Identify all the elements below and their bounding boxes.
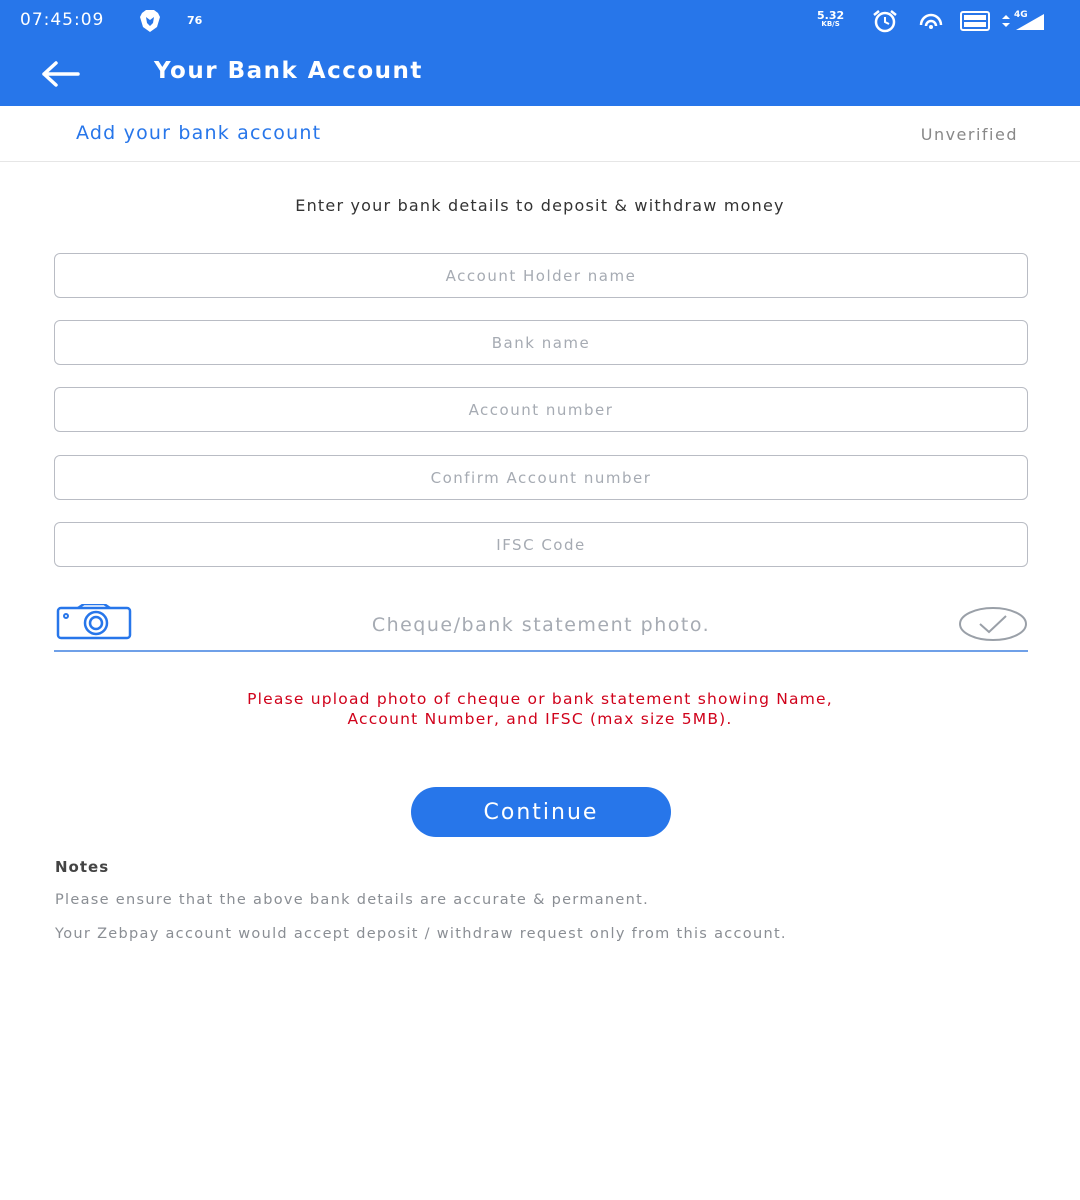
- volte-icon: [960, 11, 990, 31]
- account-holder-input[interactable]: [55, 254, 1027, 297]
- page-title: Your Bank Account: [154, 58, 423, 84]
- confirm-account-number-field[interactable]: [54, 455, 1028, 500]
- sub-header: [0, 106, 1080, 162]
- back-arrow-icon[interactable]: [40, 60, 80, 88]
- upload-warning-line-1: Please upload photo of cheque or bank statement showing Name,: [247, 690, 833, 708]
- account-number-field[interactable]: [54, 387, 1028, 432]
- network-speed: [817, 11, 844, 29]
- upload-warning: [0, 689, 1080, 729]
- notes-title: Notes: [55, 858, 110, 876]
- ifsc-field[interactable]: [54, 522, 1028, 567]
- network-type: 4G: [1014, 10, 1028, 20]
- hotspot-icon: [917, 9, 945, 33]
- account-number-input[interactable]: [55, 388, 1027, 431]
- note-item: Please ensure that the above bank details are accurate & permanent.: [55, 892, 650, 908]
- notification-count: 76: [187, 14, 203, 27]
- upload-label: Cheque/bank statement photo.: [371, 614, 711, 636]
- status-bar: [0, 0, 1080, 42]
- continue-button[interactable]: Continue: [411, 787, 671, 837]
- alarm-icon: [870, 9, 900, 33]
- top-bar: [0, 0, 1080, 106]
- network-speed-unit: KB/S: [821, 20, 840, 28]
- status-time: 07:45:09: [20, 10, 105, 30]
- upload-warning-line-2: Account Number, and IFSC (max size 5MB).: [347, 710, 733, 728]
- brave-browser-icon: [137, 8, 163, 34]
- note-item: Your Zebpay account would accept deposit / withdraw request only from this account.: [55, 926, 787, 942]
- section-title: Add your bank account: [76, 122, 322, 144]
- check-circle-icon: [958, 606, 1028, 642]
- ifsc-input[interactable]: [55, 523, 1027, 566]
- network-speed-value: 5.32: [817, 9, 845, 22]
- bank-name-field[interactable]: [54, 320, 1028, 365]
- confirm-account-number-input[interactable]: [55, 456, 1027, 499]
- account-holder-field[interactable]: [54, 253, 1028, 298]
- document-upload[interactable]: [54, 600, 1028, 652]
- verification-status: Unverified: [920, 125, 1018, 144]
- bank-name-input[interactable]: [55, 321, 1027, 364]
- signal-strength-icon: [1000, 12, 1046, 32]
- form-intro: Enter your bank details to deposit & withdraw money: [295, 196, 785, 215]
